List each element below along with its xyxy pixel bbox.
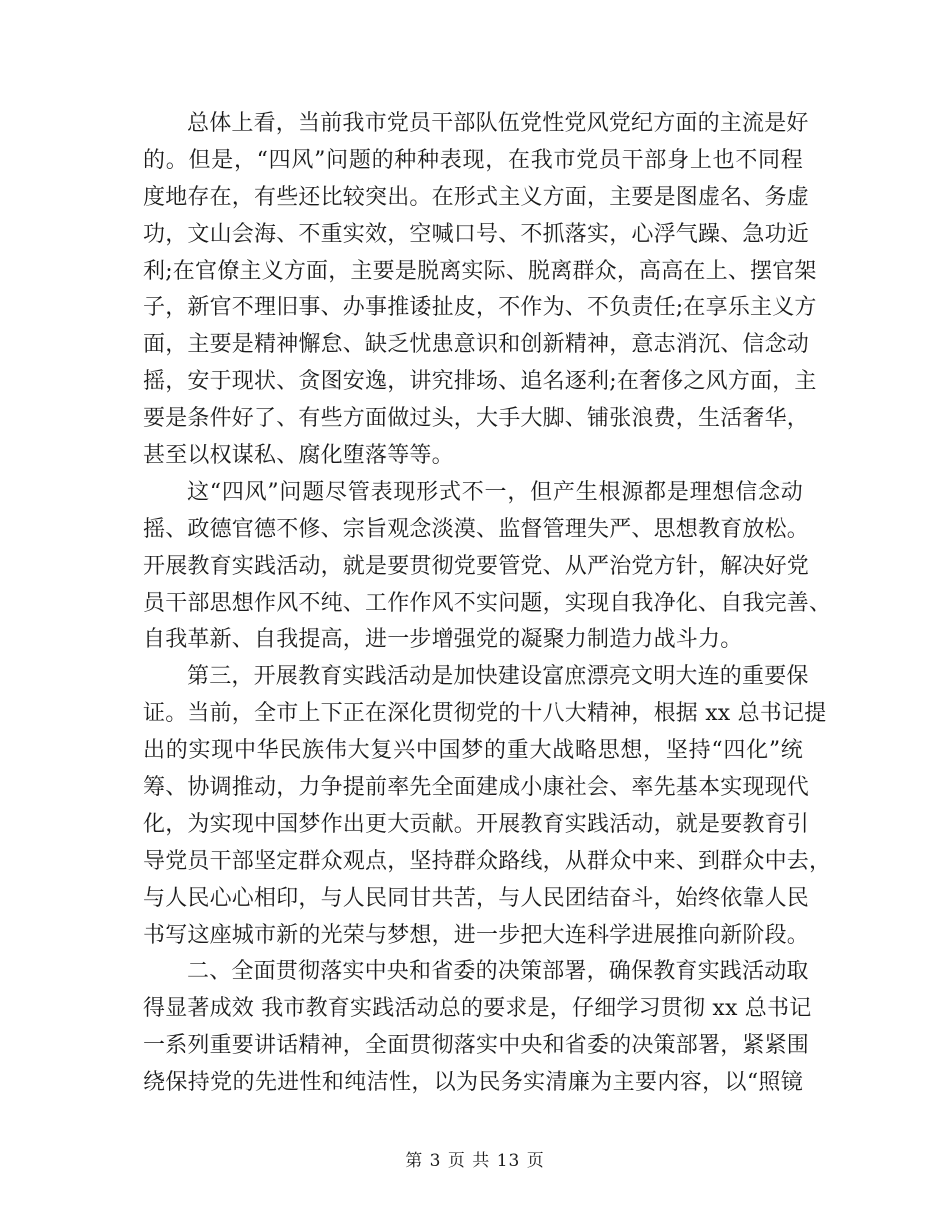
- text-line: 这“四风”问题尽管表现形式不一，但产生根源都是理想信念动: [187, 479, 803, 505]
- text-line: 摇、政德官德不修、宗旨观念淡漠、监督管理失严、思想教育放松。: [143, 516, 810, 542]
- text-line: 员干部思想作风不纯、工作作风不实问题，实现自我净化、自我完善、: [143, 590, 832, 616]
- text-line: 筹、协调推动，力争提前率先全面建成小康社会、率先基本实现现代: [143, 775, 810, 801]
- text-line: 开展教育实践活动，就是要贯彻党要管党、从严治党方针，解决好党: [143, 553, 810, 579]
- text-line: 第三，开展教育实践活动是加快建设富庶漂亮文明大连的重要保: [187, 664, 809, 690]
- text-line: 自我革新、自我提高，进一步增强党的凝聚力制造力战斗力。: [143, 627, 743, 653]
- text-line: 的。但是，“四风”问题的种种表现，在我市党员干部身上也不同程: [143, 147, 803, 173]
- text-line: 书写这座城市新的光荣与梦想，进一步把大连科学进展推向新阶段。: [143, 922, 810, 948]
- text-line: 利;在官僚主义方面，主要是脱离实际、脱离群众，高高在上、摆官架: [143, 258, 817, 284]
- text-line: 绕保持党的先进性和纯洁性，以为民务实清廉为主要内容，以“照镜: [143, 1070, 803, 1096]
- text-line: 甚至以权谋私、腐化堕落等等。: [143, 443, 454, 469]
- text-line: 证。当前，全市上下正在深化贯彻党的十八大精神，根据 xx 总书记提: [143, 701, 827, 727]
- text-line: 子，新官不理旧事、办事推诿扯皮，不作为、不负责任;在享乐主义方: [143, 295, 817, 321]
- text-line: 出的实现中华民族伟大复兴中国梦的重大战略思想，坚持“四化”统: [143, 738, 803, 764]
- text-line: 面，主要是精神懈怠、缺乏忧患意识和创新精神，意志消沉、信念动: [143, 332, 810, 358]
- text-line: 度地存在，有些还比较突出。在形式主义方面，主要是图虚名、务虚: [143, 184, 810, 210]
- text-line: 一系列重要讲话精神，全面贯彻落实中央和省委的决策部署，紧紧围: [143, 1033, 810, 1059]
- text-line: 二、全面贯彻落实中央和省委的决策部署，确保教育实践活动取: [187, 959, 809, 985]
- text-line: 总体上看，当前我市党员干部队伍党性党风党纪方面的主流是好: [187, 111, 809, 136]
- text-line: 导党员干部坚定群众观点，坚持群众路线，从群众中来、到群众中去，: [143, 848, 832, 874]
- text-line: 化，为实现中国梦作出更大贡献。开展教育实践活动，就是要教育引: [143, 811, 810, 837]
- text-line: 摇，安于现状、贪图安逸，讲究排场、追名逐利;在奢侈之风方面，主: [143, 369, 817, 395]
- text-line: 要是条件好了、有些方面做过头，大手大脚、铺张浪费，生活奢华，: [143, 406, 810, 432]
- text-line: 得显著成效 我市教育实践活动总的要求是，仔细学习贯彻 xx 总书记: [143, 996, 812, 1022]
- text-line: 功，文山会海、不重实效，空喊口号、不抓落实，心浮气躁、急功近: [143, 221, 810, 247]
- text-line: 与人民心心相印，与人民同甘共苦，与人民团结奋斗，始终依靠人民: [143, 885, 810, 911]
- page-footer: 第 3 页 共 13 页: [405, 1151, 545, 1171]
- document-body: [143, 106, 832, 1102]
